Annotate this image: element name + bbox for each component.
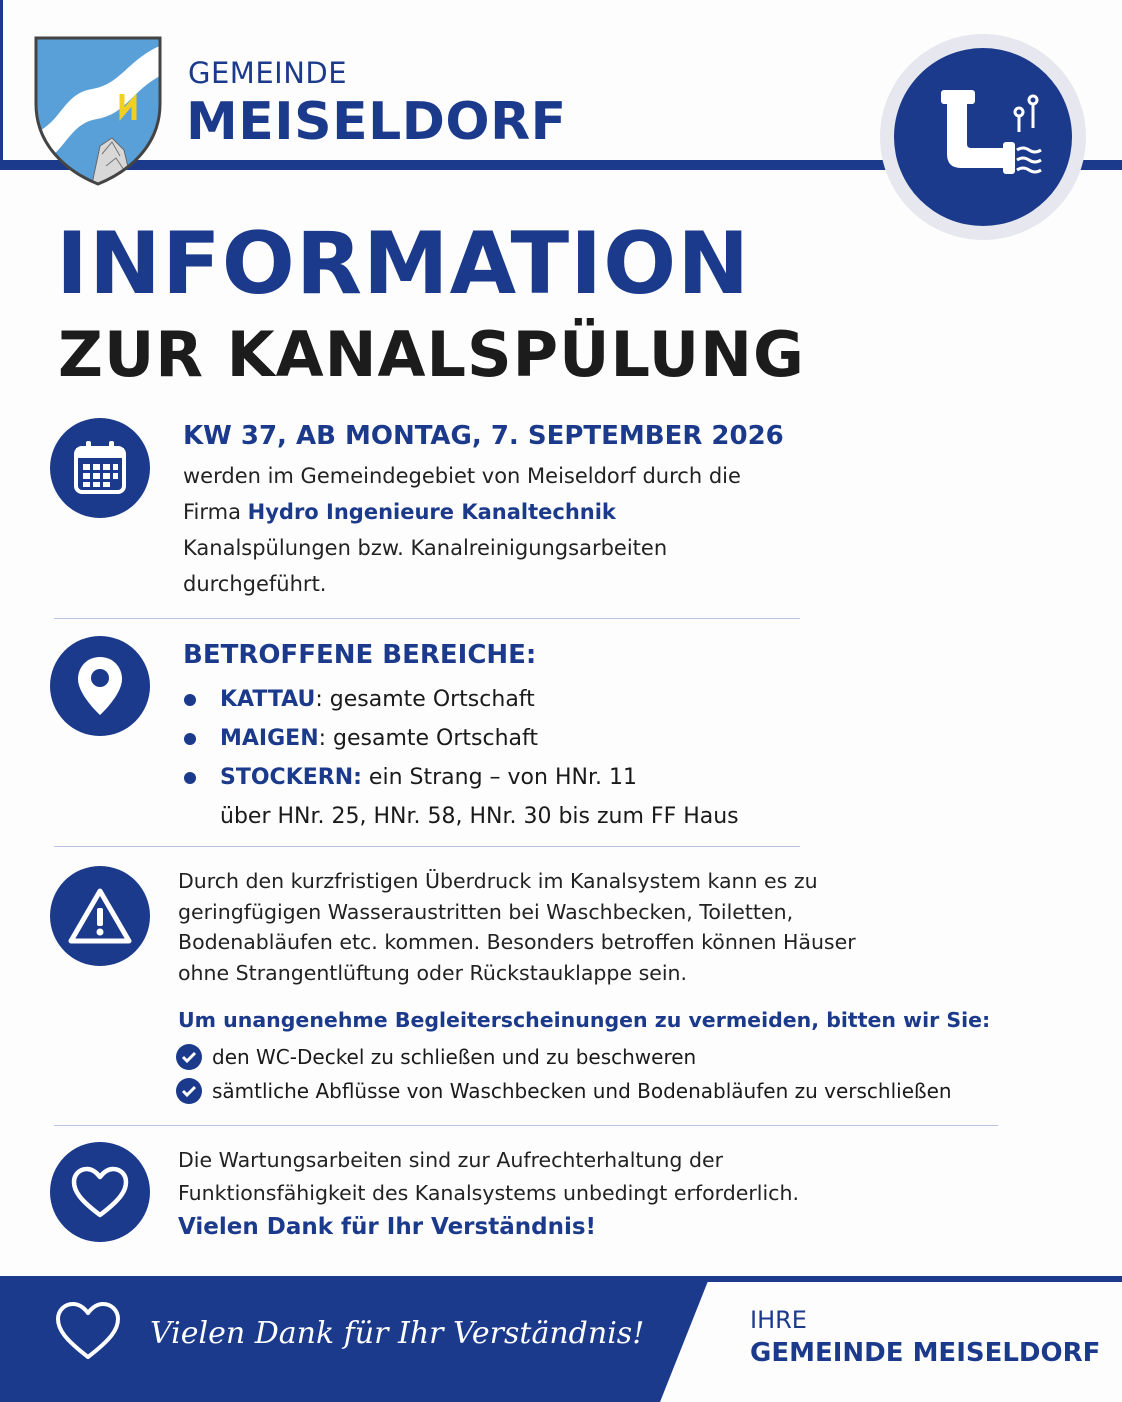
separator xyxy=(54,1125,998,1126)
area-desc: : gesamte Ortschaft xyxy=(318,726,538,751)
check-icon xyxy=(176,1078,202,1104)
page-title: INFORMATION xyxy=(56,214,751,314)
footer-right-label: IHRE xyxy=(750,1306,807,1334)
warning-icon xyxy=(50,866,150,966)
areas-list xyxy=(184,680,739,836)
area-name: STOCKERN: xyxy=(220,765,362,790)
header-ort-name: MEISELDORF xyxy=(186,92,567,152)
footer-script-text: Vielen Dank für Ihr Verständnis! xyxy=(150,1316,645,1351)
warning-body xyxy=(178,866,856,988)
check-text: sämtliche Abflüsse von Waschbecken und Bodenabläufen zu verschließen xyxy=(212,1079,952,1103)
crest-logo xyxy=(32,34,164,186)
separator xyxy=(54,618,800,619)
area-name: MAIGEN xyxy=(220,726,319,751)
area-continuation: über HNr. 25, HNr. 58, HNr. 30 bis zum FF Haus xyxy=(220,804,739,829)
area-name: KATTAU xyxy=(220,687,316,712)
list-item xyxy=(184,680,739,719)
bullet-dot xyxy=(184,772,196,784)
bullet-dot xyxy=(184,733,196,745)
footer-right-name: GEMEINDE MEISELDORF xyxy=(750,1338,1101,1368)
warning-line: Bodenabläufen etc. kommen. Besonders betroffen können Häuser xyxy=(178,930,856,954)
thanks-body xyxy=(178,1144,799,1210)
date-body xyxy=(183,458,741,602)
area-desc: : gesamte Ortschaft xyxy=(315,687,535,712)
area-desc: ein Strang – von HNr. 11 xyxy=(361,765,637,790)
pipe-water-icon xyxy=(894,48,1072,226)
footer-heart-icon xyxy=(54,1300,122,1366)
header-gemeinde-label: GEMEINDE xyxy=(188,56,348,90)
date-body-firma-line xyxy=(183,494,741,530)
date-body-line: werden im Gemeindegebiet von Meiseldorf durch die xyxy=(183,464,741,488)
date-heading: KW 37, AB MONTAG, 7. SEPTEMBER 2026 xyxy=(183,421,784,451)
warning-line: Durch den kurzfristigen Überdruck im Kanalsystem kann es zu xyxy=(178,869,818,893)
location-pin-icon xyxy=(50,636,150,736)
areas-heading: BETROFFENE BEREICHE: xyxy=(183,640,537,670)
list-item-continuation xyxy=(184,797,739,836)
list-item xyxy=(176,1040,952,1074)
thanks-line: Funktionsfähigkeit des Kanalsystems unbedingt erforderlich. xyxy=(178,1181,799,1205)
check-icon xyxy=(176,1044,202,1070)
page-subtitle: ZUR KANALSPÜLUNG xyxy=(58,318,805,391)
separator xyxy=(54,846,800,847)
thanks-line: Die Wartungsarbeiten sind zur Aufrechterhaltung der xyxy=(178,1148,724,1172)
list-item xyxy=(176,1074,952,1108)
date-body-line: durchgeführt. xyxy=(183,572,327,596)
request-heading: Um unangenehme Begleiterscheinungen zu vermeiden, bitten wir Sie: xyxy=(178,1008,991,1032)
check-text: den WC-Deckel zu schließen und zu beschweren xyxy=(212,1045,697,1069)
request-list xyxy=(176,1040,952,1108)
list-item xyxy=(184,719,739,758)
warning-line: ohne Strangentlüftung oder Rückstauklappe sein. xyxy=(178,960,688,985)
warning-line: geringfügigen Wasseraustritten bei Waschbecken, Toiletten, xyxy=(178,899,794,924)
firma-prefix: Firma xyxy=(183,500,248,524)
header-left-rule xyxy=(0,0,3,160)
firma-name: Hydro Ingenieure Kanaltechnik xyxy=(247,500,616,524)
list-item xyxy=(184,758,739,797)
date-body-line: Kanalspülungen bzw. Kanalreinigungsarbeiten xyxy=(183,536,668,560)
thanks-text: Vielen Dank für Ihr Verständnis! xyxy=(178,1214,597,1240)
calendar-icon xyxy=(50,418,150,518)
heart-icon xyxy=(50,1142,150,1242)
bullet-dot xyxy=(184,694,196,706)
